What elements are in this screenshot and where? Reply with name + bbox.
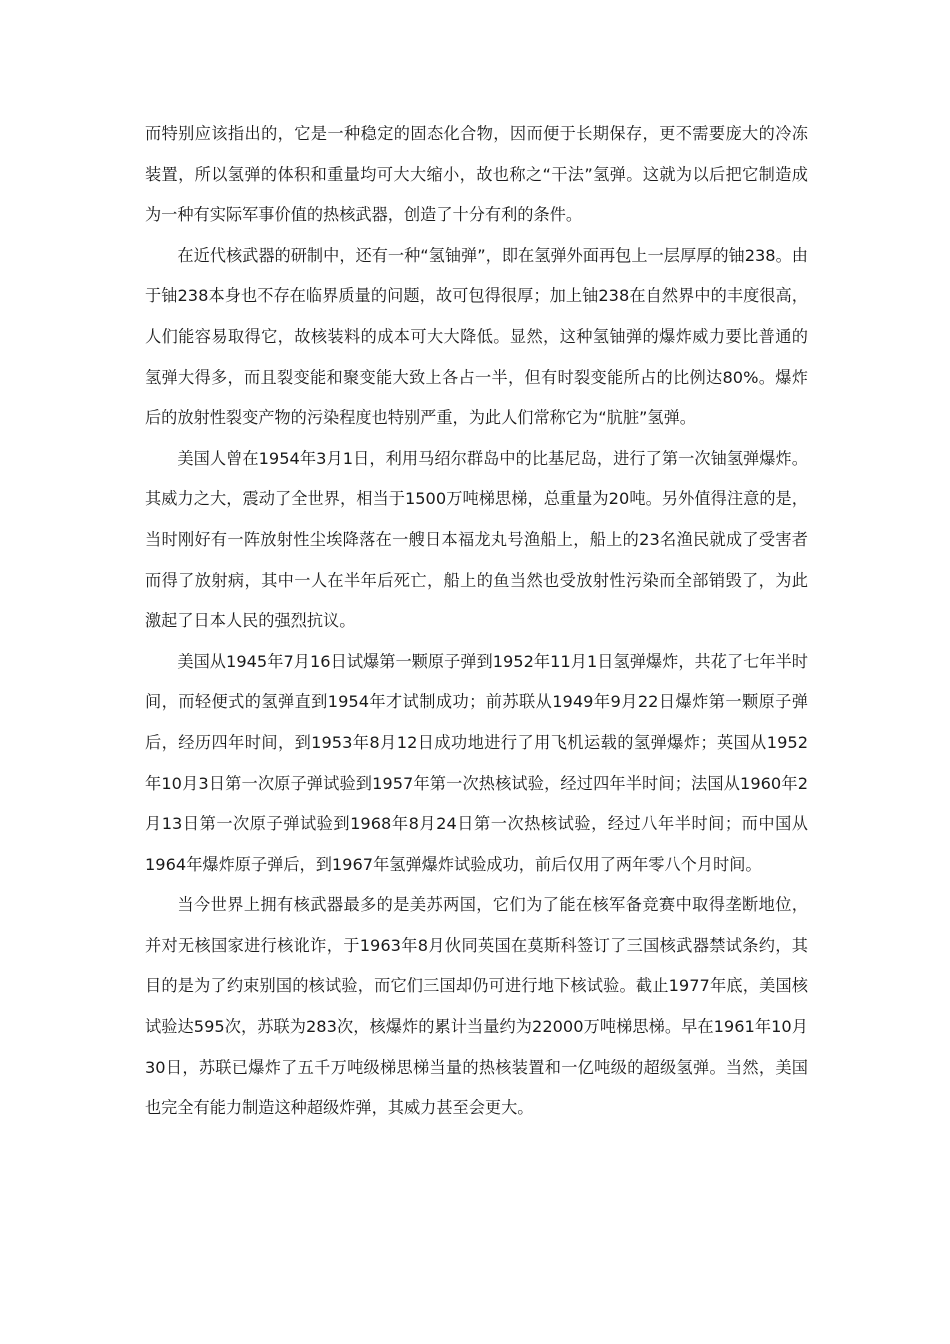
document-body [145,114,808,1129]
paragraph-development-timeline: 美国从1945年7月16日试爆第一颗原子弹到1952年11月1日氢弹爆炸，共花了七年半时间，而轻便式的氢弹直到1954年才试制成功；前苏联从1949年9月22日爆炸第一颗原子弹后，经历四年时间，到1953年8月12日成功地进行了用飞机运载的氢弹爆炸；英国从1952年10月3日第一次原子弹试验到1957年第一次热核试验，经过四年半时间；法国从1960年2月13日第一次原子弹试验到1968年8月24日第一次热核试验，经过八年半时间；而中国从1964年爆炸原子弹后，到1967年氢弹爆炸试验成功，前后仅用了两年零八个月时间。 [145,651,808,874]
paragraph-hydrogen-uranium-bomb: 在近代核武器的研制中，还有一种“氢铀弹”，即在氢弹外面再包上一层厚厚的铀238。由于铀238本身也不存在临界质量的问题，故可包得很厚；加上铀238在自然界中的丰度很高，人们能容易取得它，故核装料的成本可大大降低。显然，这种氢铀弹的爆炸威力要比普通的氢弹大得多，而且裂变能和聚变能大致上各占一半，但有时裂变能所占的比例达80%。爆炸后的放射性裂变产物的污染程度也特别严重，为此人们常称它为“肮脏”氢弹。 [145,245,808,428]
paragraph-test-ban-treaty: 当今世界上拥有核武器最多的是美苏两国，它们为了能在核军备竞赛中取得垄断地位，并对无核国家进行核讹诈，于1963年8月伙同英国在莫斯科签订了三国核武器禁试条约，其目的是为了约束别国的核试验，而它们三国却仍可进行地下核试验。截止1977年底，美国核试验达595次，苏联为283次，核爆炸的累计当量约为22000万吨梯思梯。早在1961年10月30日，苏联已爆炸了五千万吨级梯思梯当量的热核装置和一亿吨级的超级氢弹。当然，美国也完全有能力制造这种超级炸弹，其威力甚至会更大。 [145,895,808,1118]
paragraph-dry-hydrogen-bomb: 而特别应该指出的，它是一种稳定的固态化合物，因而便于长期保存，更不需要庞大的冷冻装置，所以氢弹的体积和重量均可大大缩小，故也称之“干法”氢弹。这就为以后把它制造成为一种有实际军事价值的热核武器，创造了十分有利的条件。 [145,124,808,225]
paragraph-bikini-test: 美国人曾在1954年3月1日，利用马绍尔群岛中的比基尼岛，进行了第一次铀氢弹爆炸。其威力之大，震动了全世界，相当于1500万吨梯思梯，总重量为20吨。另外值得注意的是，当时刚好有一阵放射性尘埃降落在一艘日本福龙丸号渔船上，船上的23名渔民就成了受害者而得了放射病，其中一人在半年后死亡，船上的鱼当然也受放射性污染而全部销毁了，为此激起了日本人民的强烈抗议。 [145,448,808,631]
